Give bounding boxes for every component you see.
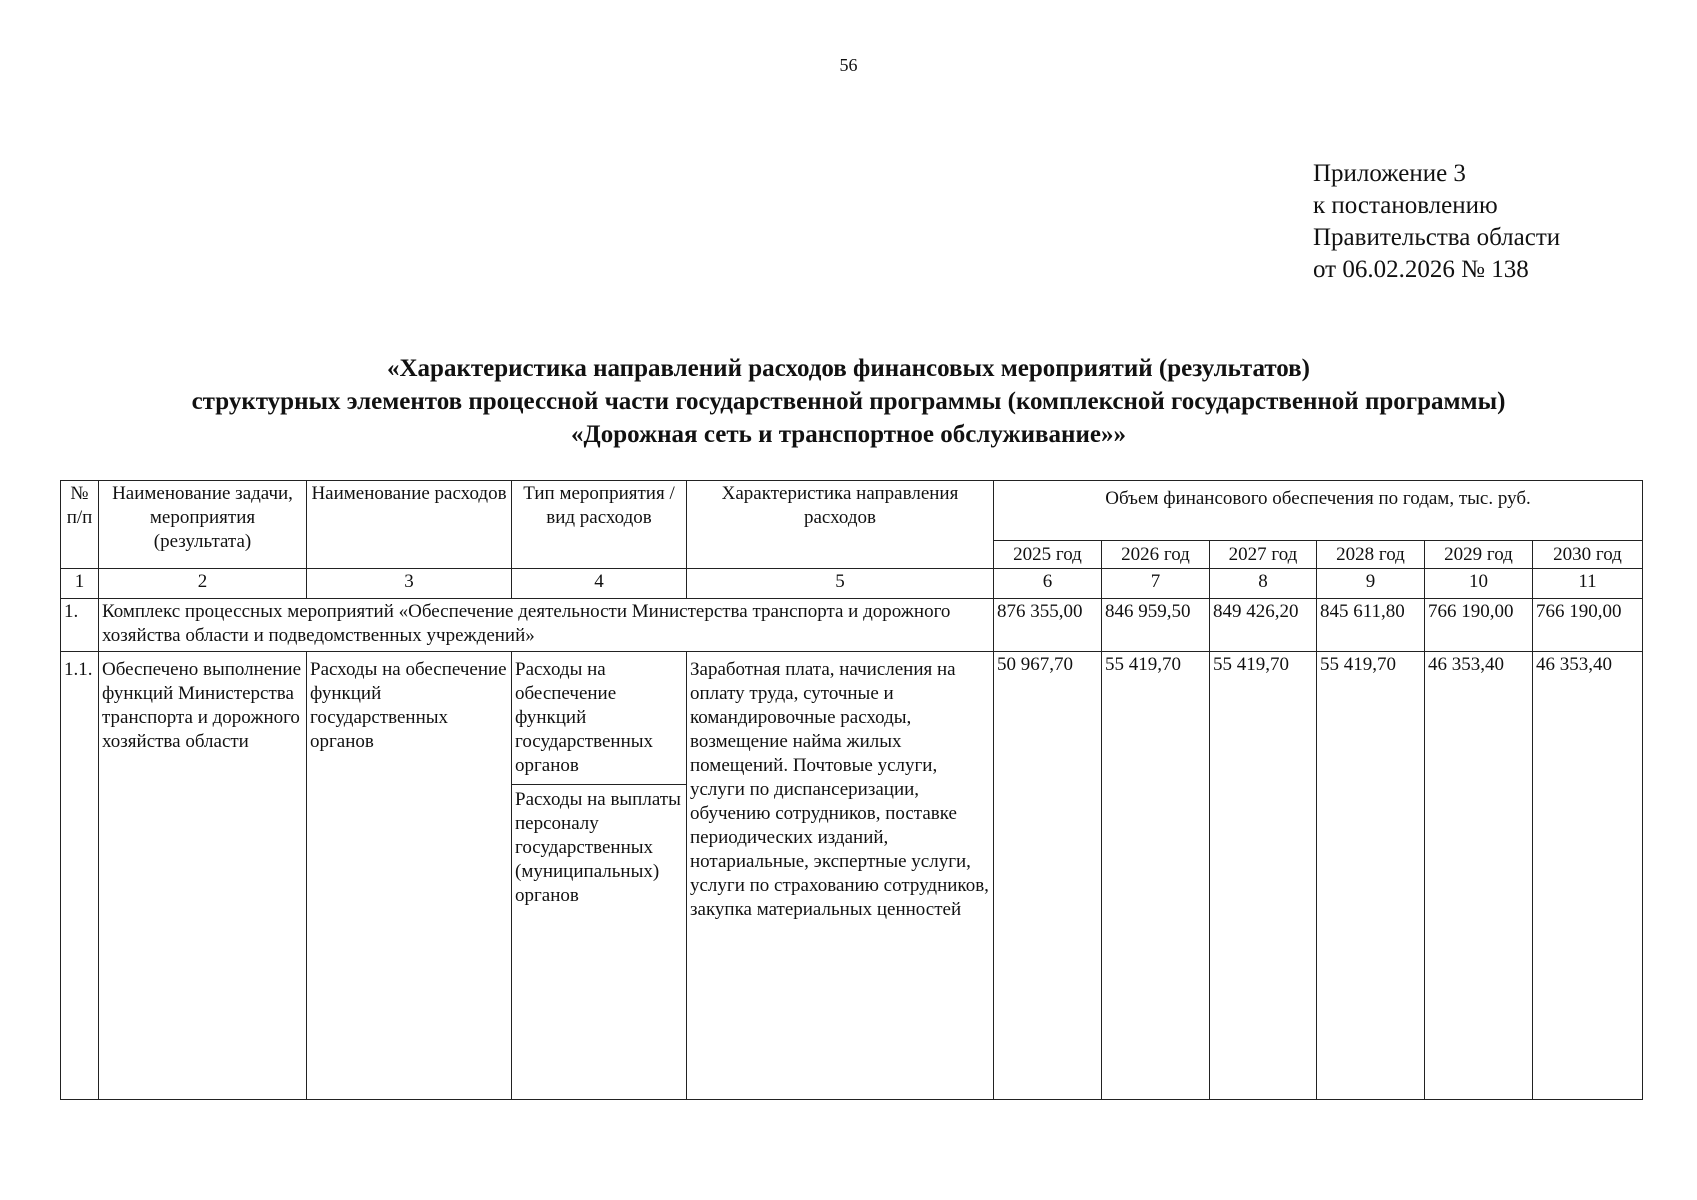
appendix-line: к постановлению (1313, 192, 1498, 219)
title-line: «Дорожная сеть и транспортное обслуживание»» (571, 421, 1126, 448)
expense-characteristic: Заработная плата, начисления на оплату труда, суточные и командировочные расходы, возмещение найма жилых помещений. Почтовые услуги, услуги по диспансеризации, обучению сотрудников, поставке периодических изданий, нотариальные, экспертные услуги, услуги по страхованию сотрудников, закупка материальных ценностей (687, 652, 994, 1100)
header-characteristic: Характеристика направления расходов (687, 481, 994, 569)
appendix-block (1313, 158, 1560, 286)
table-row (61, 652, 1643, 1100)
appendix-line: Приложение 3 (1313, 160, 1466, 187)
column-number: 11 (1533, 569, 1643, 599)
title-line: структурных элементов процессной части государственной программы (комплексной государственной программы) (191, 388, 1506, 415)
expense-name: Расходы на обеспечение функций государственных органов (307, 652, 512, 1100)
header-year: 2025 год (994, 541, 1102, 569)
header-finance-group: Объем финансового обеспечения по годам, тыс. руб. (994, 481, 1643, 541)
finance-value: 46 353,40 (1425, 652, 1533, 1100)
header-num: № п/п (61, 481, 99, 569)
column-number: 9 (1317, 569, 1425, 599)
column-number: 6 (994, 569, 1102, 599)
document-title (0, 352, 1697, 451)
page-number: 56 (839, 55, 858, 75)
task-name: Обеспечено выполнение функций Министерства транспорта и дорожного хозяйства области (99, 652, 307, 1100)
row-number: 1.1. (61, 652, 99, 1100)
expense-type-cell (512, 652, 687, 1100)
header-row (61, 481, 1643, 541)
column-number: 10 (1425, 569, 1533, 599)
column-number: 8 (1210, 569, 1317, 599)
finance-value: 55 419,70 (1210, 652, 1317, 1100)
finance-value: 55 419,70 (1102, 652, 1210, 1100)
row-number: 1. (61, 599, 99, 652)
finance-value: 845 611,80 (1317, 599, 1425, 652)
header-year: 2028 год (1317, 541, 1425, 569)
finance-value: 46 353,40 (1533, 652, 1643, 1100)
column-number: 7 (1102, 569, 1210, 599)
finance-value: 846 959,50 (1102, 599, 1210, 652)
expense-type-primary: Расходы на обеспечение функций государственных органов (512, 652, 686, 785)
finance-value: 876 355,00 (994, 599, 1102, 652)
title-line: «Характеристика направлений расходов финансовых мероприятий (результатов) (387, 355, 1310, 382)
expense-type-secondary: Расходы на выплаты персоналу государственных (муниципальных) органов (515, 789, 681, 906)
column-number: 2 (99, 569, 307, 599)
table-row (61, 599, 1643, 652)
header-type: Тип мероприятия / вид расходов (512, 481, 687, 569)
column-number: 5 (687, 569, 994, 599)
column-number: 3 (307, 569, 512, 599)
expenses-table (60, 480, 1643, 1100)
finance-value: 766 190,00 (1533, 599, 1643, 652)
column-number-row (61, 569, 1643, 599)
header-year: 2026 год (1102, 541, 1210, 569)
header-year: 2027 год (1210, 541, 1317, 569)
appendix-line: Правительства области (1313, 224, 1561, 251)
finance-value: 50 967,70 (994, 652, 1102, 1100)
header-year: 2030 год (1533, 541, 1643, 569)
complex-name: Комплекс процессных мероприятий «Обеспечение деятельности Министерства транспорта и дорожного хозяйства области и подведомственных учреждений» (99, 599, 994, 652)
column-number: 4 (512, 569, 687, 599)
appendix-line: от 06.02.2026 № 138 (1313, 256, 1529, 283)
finance-value: 766 190,00 (1425, 599, 1533, 652)
finance-value: 849 426,20 (1210, 599, 1317, 652)
finance-value: 55 419,70 (1317, 652, 1425, 1100)
column-number: 1 (61, 569, 99, 599)
header-task: Наименование задачи, мероприятия (результата) (99, 481, 307, 569)
header-year: 2029 год (1425, 541, 1533, 569)
header-expense-name: Наименование расходов (307, 481, 512, 569)
